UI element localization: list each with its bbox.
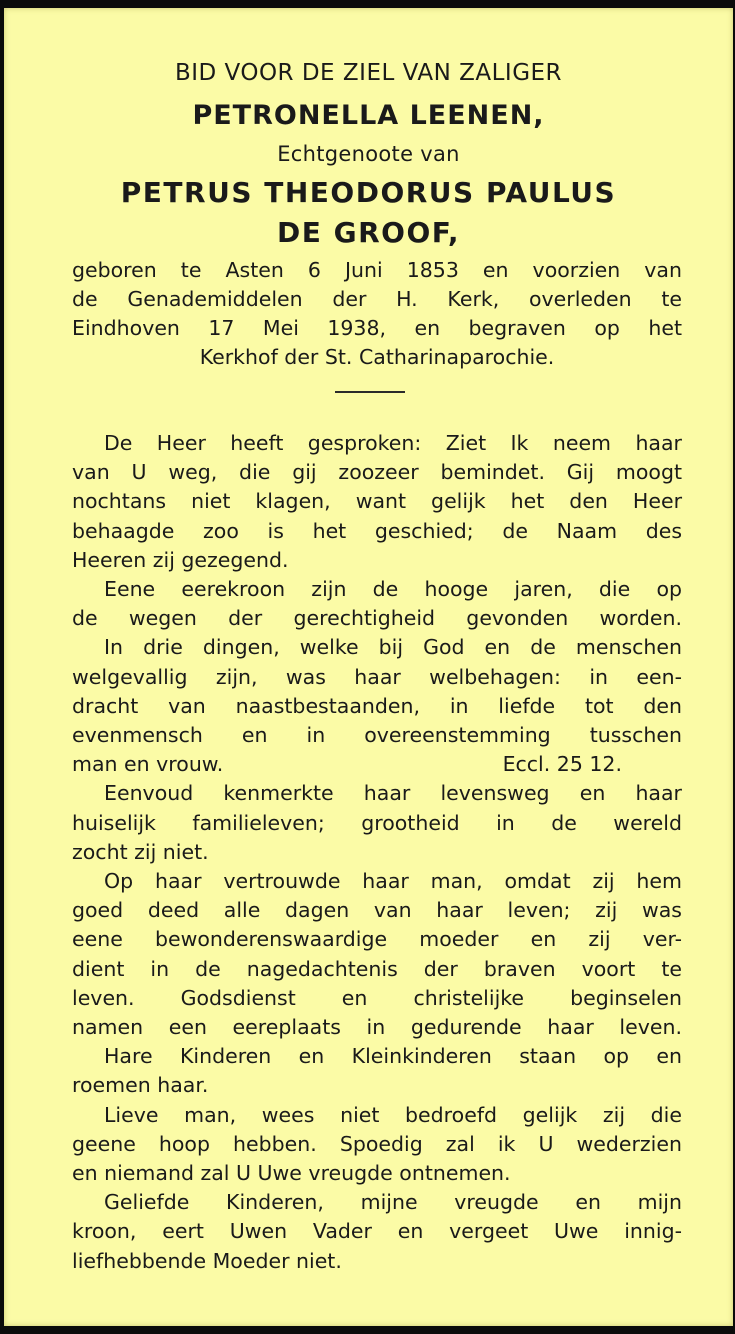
text-line: de wegen der gerechtigheid gevonden worden. [72,606,682,631]
text-line: Eenvoud kenmerkte haar levensweg en haar [104,781,682,806]
text-line: nochtans niet klagen, want gelijk het den Heer [72,489,682,514]
text-line: evenmensch en in overeenstemming tusschen [72,723,682,748]
text-line: leven. Godsdienst en christelijke beginselen [72,985,682,1010]
husband-name-line-2: DE GROOF, [276,216,461,249]
text-line: zocht zij niet. [72,839,209,864]
memorial-text [72,429,682,1276]
scripture-reference: Eccl. 25 12. [502,752,622,777]
text-line: eene bewonderenswaardige moeder en zij ver- [72,927,682,952]
biography-line: de Genademiddelen der H. Kerk, overleden te [72,287,682,311]
text-line: namen een eereplaats in gedurende haar leven. [72,1015,682,1040]
husband-name-line-1: PETRUS THEODORUS PAULUS [120,176,617,209]
text-line: Heeren zij gezegend. [72,547,289,572]
text-line: Lieve man, wees niet bedroefd gelijk zij die [104,1102,682,1127]
text-line: welgevallig zijn, was haar welbehagen: in een- [72,664,682,689]
text-line: man en vrouw. [72,752,224,777]
text-line-with-reference [72,750,682,779]
text-line: kroon, eert Uwen Vader en vergeet Uwe innig- [72,1219,682,1244]
spouse-of-label: Echtgenoote van [277,142,460,166]
text-line: goed deed alle dagen van haar leven; zij was [72,898,682,923]
text-line: van U weg, die gij zoozeer bemindet. Gij moogt [72,460,682,485]
biography-paragraph [72,256,682,372]
biography-line: geboren te Asten 6 Juni 1853 en voorzien van [72,258,682,282]
divider-rule [335,391,405,393]
text-line: behaagde zoo is het geschied; de Naam des [72,518,682,543]
text-line: liefhebbende Moeder niet. [72,1248,342,1273]
text-line: Op haar vertrouwde haar man, omdat zij hem [104,869,682,894]
prayer-heading: BID VOOR DE ZIEL VAN ZALIGER [174,60,563,86]
text-line: geene hoop hebben. Spoedig zal ik U wederzien [72,1131,682,1156]
text-line: dracht van naastbestaanden, in liefde tot den [72,693,682,718]
text-line: en niemand zal U Uwe vreugde ontnemen. [72,1161,511,1186]
text-line: Hare Kinderen en Kleinkinderen staan op en [104,1044,682,1069]
text-line: In drie dingen, welke bij God en de menschen [104,635,682,660]
text-line: dient in de nagedachtenis der braven voort te [72,956,682,981]
text-line: De Heer heeft gesproken: Ziet Ik neem haar [104,431,682,455]
text-line: Eene eerekroon zijn de hooge jaren, die op [104,577,682,602]
biography-line: Kerkhof der St. Catharinaparochie. [199,345,555,369]
memorial-card [4,8,733,1326]
text-line: huiselijk familieleven; grootheid in de wereld [72,810,682,835]
text-line: roemen haar. [72,1073,209,1098]
text-line: Geliefde Kinderen, mijne vreugde en mijn [104,1190,682,1215]
biography-line: Eindhoven 17 Mei 1938, en begraven op het [72,316,682,340]
deceased-name: PETRONELLA LEENEN, [192,100,545,131]
